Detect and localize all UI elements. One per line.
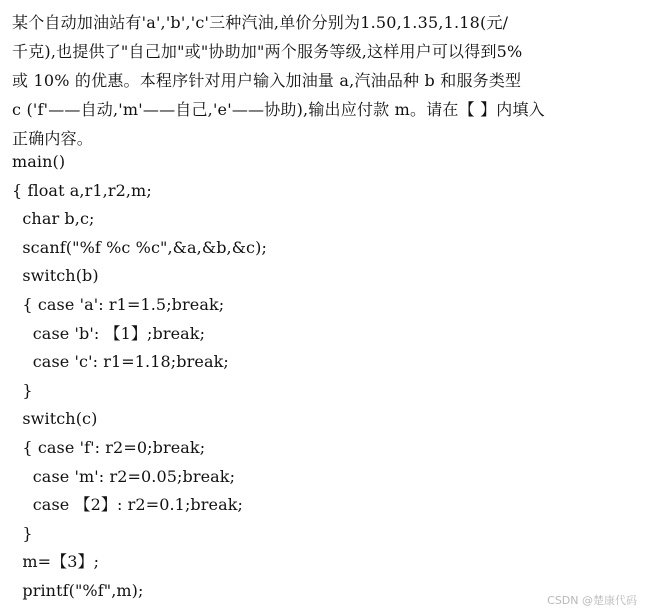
problem-description bbox=[12, 8, 637, 153]
watermark: CSDN @楚康代码 bbox=[547, 594, 637, 607]
code-line: switch(c) bbox=[12, 409, 98, 429]
code-line: m=【3】; bbox=[12, 552, 100, 572]
code-line: { case 'f': r2=0;break; bbox=[12, 437, 206, 457]
code-block bbox=[12, 148, 637, 606]
code-line: case 'm': r2=0.05;break; bbox=[12, 466, 236, 486]
description-line: 某个自动加油站有'a','b','c'三种汽油,单价分别为1.50,1.35,1.18(元/ bbox=[12, 13, 509, 32]
code-line: case 'c': r1=1.18;break; bbox=[12, 352, 229, 372]
code-line: case 'b': 【1】;break; bbox=[12, 323, 206, 343]
code-line: switch(b) bbox=[12, 266, 99, 286]
code-line: { case 'a': r1=1.5;break; bbox=[12, 294, 225, 314]
description-line: 或 10% 的优惠。本程序针对用户输入加油量 a,汽油品种 b 和服务类型 bbox=[12, 71, 522, 90]
description-line: 正确内容。 bbox=[12, 129, 94, 148]
code-line: case 【2】: r2=0.1;break; bbox=[12, 495, 244, 515]
code-line: } bbox=[12, 380, 33, 400]
code-line: printf("%f",m); bbox=[12, 580, 144, 600]
code-line: } bbox=[12, 523, 33, 543]
description-line: c ('f'——自动,'m'——自己,'e'——协助),输出应付款 m。请在【 】内填入 bbox=[12, 100, 545, 119]
description-line: 千克),也提供了"自己加"或"协助加"两个服务等级,这样用户可以得到5% bbox=[12, 42, 523, 61]
code-line: { float a,r1,r2,m; bbox=[12, 180, 152, 200]
code-line: scanf("%f %c %c",&a,&b,&c); bbox=[12, 237, 267, 257]
code-line: char b,c; bbox=[12, 209, 95, 229]
code-line: main() bbox=[12, 152, 66, 171]
